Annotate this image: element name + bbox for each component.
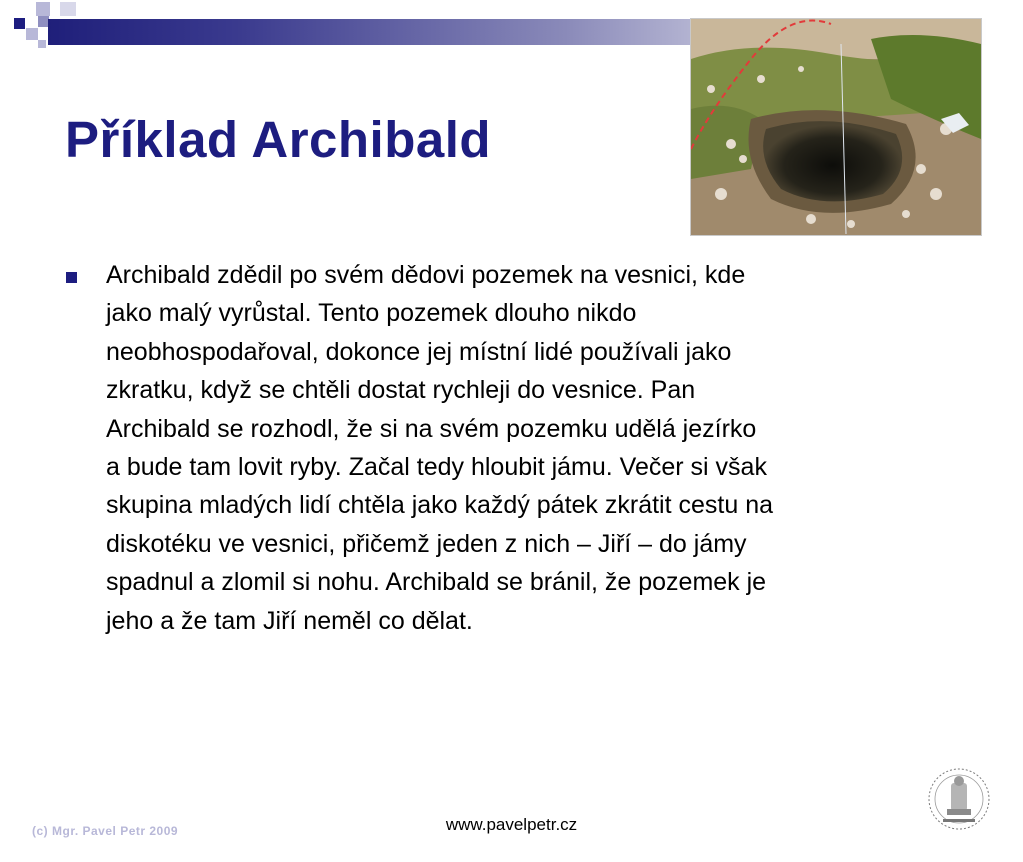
slide-title: Příklad Archibald: [65, 111, 492, 168]
website-footer: www.pavelpetr.cz: [445, 815, 578, 834]
bullet-square-icon: [66, 272, 77, 283]
university-seal-logo: [925, 765, 993, 833]
bullet-paragraph: Archibald zdědil po svém dědovi pozemek na vesnici, kde jako malý vyrůstal. Tento pozemek dlouho nikdo neobhospodařoval, dokonce jej místní lidé používali jako zkratku, když se chtěli dostat rychleji do vesnice. Pan Archibald se rozhodl, že si na svém pozemku udělá jezírko a bude tam lovit ryby. Začal tedy hloubit jámu. Večer si však skupina mladých lidí chtěla jako každý pátek zkrátit cestu na diskotéku ve vesnici, přičemž jeden z nich – Jiří – do jámy spadnul a zlomil si nohu. Archibald se bránil, že pozemek je jeho a že tam Jiří neměl co dělat.: [106, 261, 774, 635]
dug-pit-photo: [690, 18, 982, 236]
copyright-footer: (c) Mgr. Pavel Petr 2009: [32, 824, 179, 838]
